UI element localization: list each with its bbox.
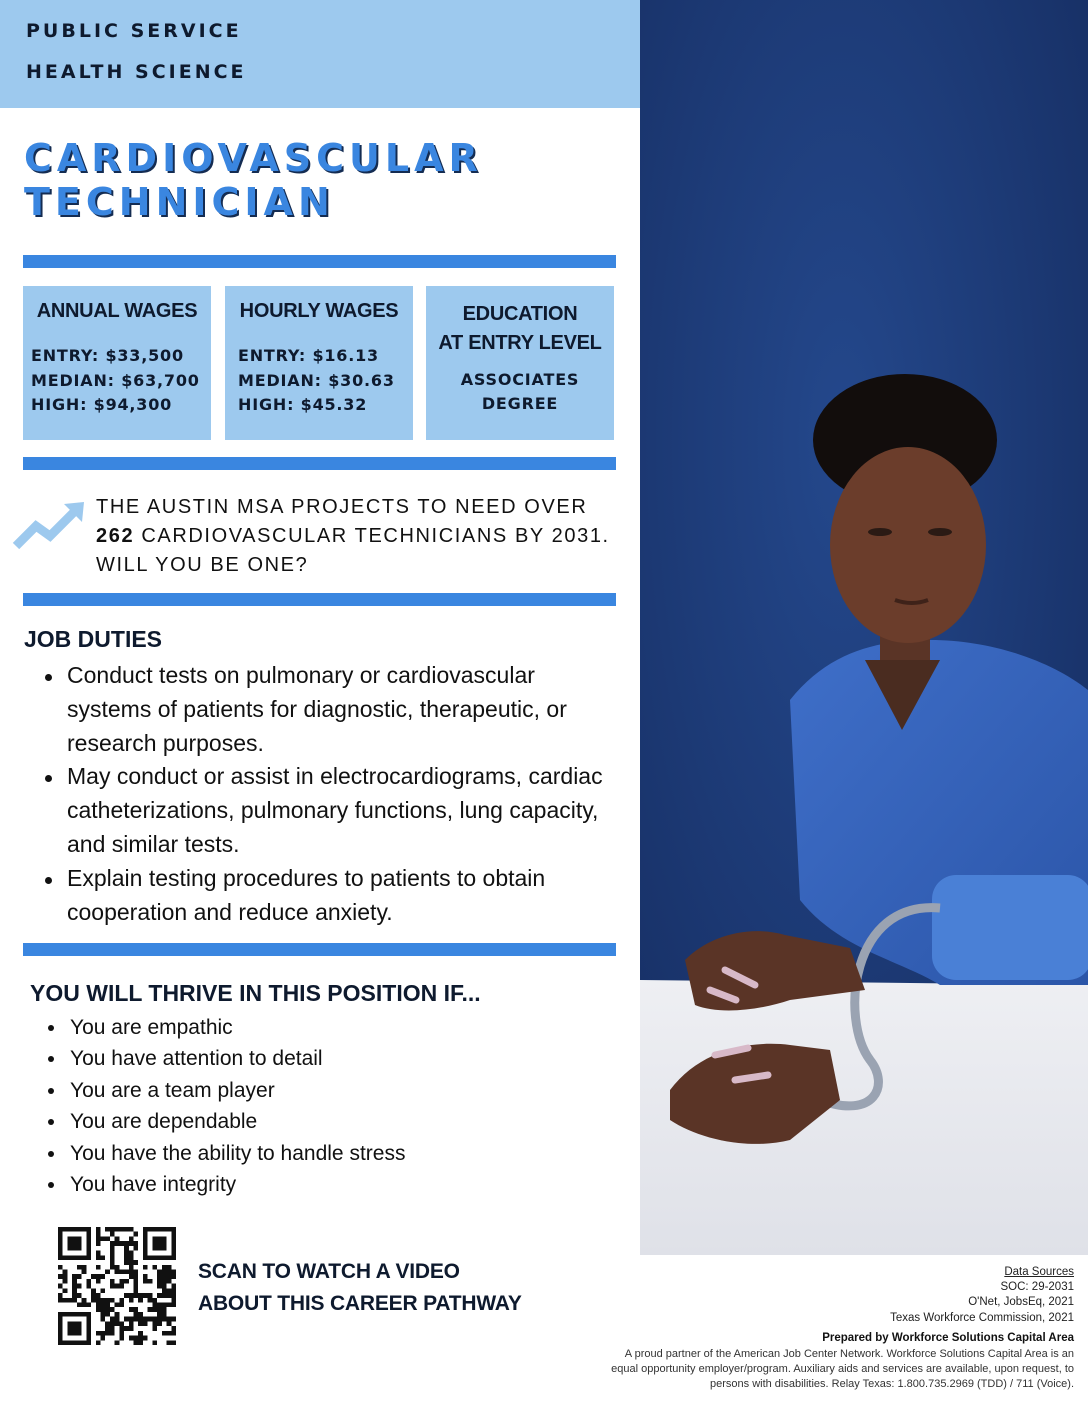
data-sources-heading: Data Sources [1004, 1266, 1074, 1278]
hourly-wages-list [238, 344, 395, 418]
divider-bar [23, 943, 616, 956]
hourly-wages-heading: HOURLY WAGES [239, 300, 399, 322]
qr-code-icon[interactable] [58, 1227, 176, 1345]
education-box [426, 286, 614, 440]
career-cluster-band [0, 0, 640, 108]
title-line-2: TECHNICIAN [24, 180, 335, 224]
data-source-item: O'Net, JobsEq, 2021 [968, 1296, 1074, 1309]
annual-high-wage: HIGH: $94,300 [31, 395, 173, 414]
career-cluster-2: HEALTH SCIENCE [26, 61, 247, 83]
hourly-entry-wage: ENTRY: $16.13 [238, 346, 379, 365]
job-duties-list [67, 659, 612, 929]
divider-bar [23, 593, 616, 606]
divider-bar [23, 255, 616, 268]
career-cluster-1: PUBLIC SERVICE [26, 20, 242, 42]
thrive-list [70, 1012, 615, 1200]
projection-text-end: CARDIOVASCULAR TECHNICIANS BY 2031. WILL YOU BE ONE? [96, 525, 610, 576]
hourly-wages-box [225, 286, 413, 440]
disclaimer-text: A proud partner of the American Job Center Network. Workforce Solutions Capital Area is an equal opportunity employer/program. Auxiliary aids and services are available, upon request, to persons with disabilities. Relay Texas: 1.800.735.2969 (TDD) / 711 (Voice). [611, 1348, 1074, 1391]
education-heading-line-2: AT ENTRY LEVEL [438, 332, 602, 354]
projection-number: 262 [96, 525, 135, 547]
annual-wages-heading: ANNUAL WAGES [36, 300, 198, 322]
education-heading-line-1: EDUCATION [462, 303, 578, 325]
list-item: You are empathic [70, 1012, 615, 1043]
hourly-high-wage: HIGH: $45.32 [238, 395, 368, 414]
data-source-item: SOC: 29-2031 [1000, 1281, 1074, 1294]
trend-up-arrow-icon [12, 500, 86, 556]
list-item: May conduct or assist in electrocardiograms, cardiac catheterizations, pulmonary functions, lung capacity, and similar tests. [67, 760, 612, 861]
annual-entry-wage: ENTRY: $33,500 [31, 346, 184, 365]
thrive-heading: YOU WILL THRIVE IN THIS POSITION IF... [30, 980, 481, 1006]
list-item: Conduct tests on pulmonary or cardiovascular systems of patients for diagnostic, therapeutic, or research purposes. [67, 659, 612, 760]
projection-text-start: THE AUSTIN MSA PROJECTS TO NEED OVER [96, 496, 588, 518]
scan-caption-line-1: SCAN TO WATCH A VIDEO [198, 1260, 460, 1283]
data-sources [890, 1265, 1074, 1326]
title-line-1: CARDIOVASCULAR [24, 136, 483, 180]
education-heading [426, 300, 614, 358]
scan-caption-line-2: ABOUT THIS CAREER PATHWAY [198, 1292, 522, 1315]
technician-photo [640, 0, 1088, 1255]
annual-wages-list [31, 344, 200, 418]
education-value-line-2: DEGREE [481, 394, 559, 413]
list-item: You have attention to detail [70, 1043, 615, 1074]
page-title [24, 136, 483, 224]
education-value-line-1: ASSOCIATES [460, 370, 580, 389]
list-item: Explain testing procedures to patients to obtain cooperation and reduce anxiety. [67, 862, 612, 930]
hourly-median-wage: MEDIAN: $30.63 [238, 370, 395, 390]
annual-wages-box [23, 286, 211, 440]
prepared-by: Prepared by Workforce Solutions Capital Area [822, 1332, 1074, 1344]
job-duties-heading: JOB DUTIES [24, 626, 163, 652]
list-item: You are a team player [70, 1075, 615, 1106]
job-projection-text [96, 493, 616, 580]
list-item: You have integrity [70, 1169, 615, 1200]
data-source-item: Texas Workforce Commission, 2021 [890, 1311, 1074, 1324]
divider-bar [23, 457, 616, 470]
scan-qr-caption [198, 1256, 522, 1320]
list-item: You are dependable [70, 1106, 615, 1137]
annual-median-wage: MEDIAN: $63,700 [31, 370, 200, 390]
list-item: You have the ability to handle stress [70, 1138, 615, 1169]
education-value [426, 368, 614, 416]
